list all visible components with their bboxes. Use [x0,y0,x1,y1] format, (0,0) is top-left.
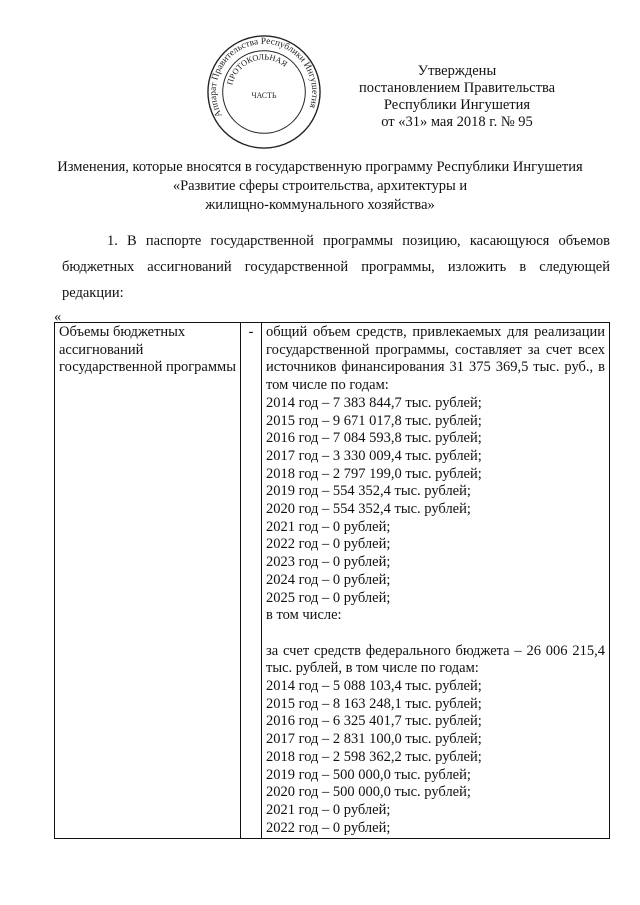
total-year-line: 2020 год – 554 352,4 тыс. рублей; [266,501,471,518]
federal-year-line: 2015 год – 8 163 248,1 тыс. рублей; [266,695,482,712]
row-content [262,323,610,839]
federal-year-line: 2014 год – 5 088 103,4 тыс. рублей; [266,678,482,695]
title-line: «Развитие сферы строительства, архитектуры и [172,178,468,194]
total-intro: общий объем средств, привлекаемых для реализации государственной программы, составляет за счет всех источников финансирования 31 375 369,5 тыс. руб., в том числе по годам: [266,324,605,394]
total-year-line: 2022 год – 0 рублей; [266,536,391,553]
spacer [266,625,605,643]
opening-quote: « [54,309,62,325]
federal-year-line: 2019 год – 500 000,0 тыс. рублей; [266,766,471,783]
federal-year-line: 2020 год – 500 000,0 тыс. рублей; [266,784,471,801]
table-row [55,323,610,839]
document-title [0,158,640,215]
total-year-line: 2015 год – 9 671 017,8 тыс. рублей; [266,412,482,429]
total-year-line: 2018 год – 2 797 199,0 тыс. рублей; [266,465,482,482]
federal-year-line: 2022 год – 0 рублей; [266,819,391,836]
federal-year-line: 2021 год – 0 рублей; [266,801,391,818]
total-year-line: 2021 год – 0 рублей; [266,518,391,535]
federal-year-line: 2017 год – 2 831 100,0 тыс. рублей; [266,731,482,748]
title-line: Изменения, которые вносятся в государственную программу Республики Ингушетия [57,159,583,175]
title-line: жилищно-коммунального хозяйства» [205,197,435,213]
svg-text:Аппарат Правительства Республи: Аппарат Правительства Республики Ингушетия [208,36,320,119]
paragraph-line: 1. В паспорте государственной программы позицию, касающуюся объемов [107,233,610,249]
federal-intro: за счет средств федерального бюджета – 26 006 215,4 тыс. рублей, в том числе по годам: [266,642,605,677]
svg-text:ПРОТОКОЛЬНАЯ: ПРОТОКОЛЬНАЯ [225,52,289,87]
approval-line: от «31» мая 2018 г. № 95 [381,114,533,130]
row-dash: - [241,323,262,839]
approval-line: Утверждены [417,63,497,79]
row-label: Объемы бюджетных ассигнований государственной программы [55,323,241,839]
approval-line: постановлением Правительства [358,80,556,96]
approval-block [327,63,587,131]
total-year-line: 2023 год – 0 рублей; [266,554,391,571]
paragraph-1 [62,228,610,306]
total-year-line: 2024 год – 0 рублей; [266,571,391,588]
federal-year-line: 2016 год – 6 325 401,7 тыс. рублей; [266,713,482,730]
total-year-line: 2014 год – 7 383 844,7 тыс. рублей; [266,394,482,411]
approval-line: Республики Ингушетия [383,97,531,113]
budget-table [54,322,610,839]
total-year-line: 2019 год – 554 352,4 тыс. рублей; [266,483,471,500]
including-label: в том числе: [266,607,342,624]
seal-stamp [205,33,323,151]
total-year-line: 2016 год – 7 084 593,8 тыс. рублей; [266,430,482,447]
federal-year-line: 2018 год – 2 598 362,2 тыс. рублей; [266,748,482,765]
total-year-line: 2025 год – 0 рублей; [266,589,391,606]
svg-text:ЧАСТЬ: ЧАСТЬ [251,90,277,100]
paragraph-line: бюджетных ассигнований государственной программы, изложить в следующей [62,259,610,275]
total-year-line: 2017 год – 3 330 009,4 тыс. рублей; [266,447,482,464]
paragraph-line: редакции: [62,285,124,301]
